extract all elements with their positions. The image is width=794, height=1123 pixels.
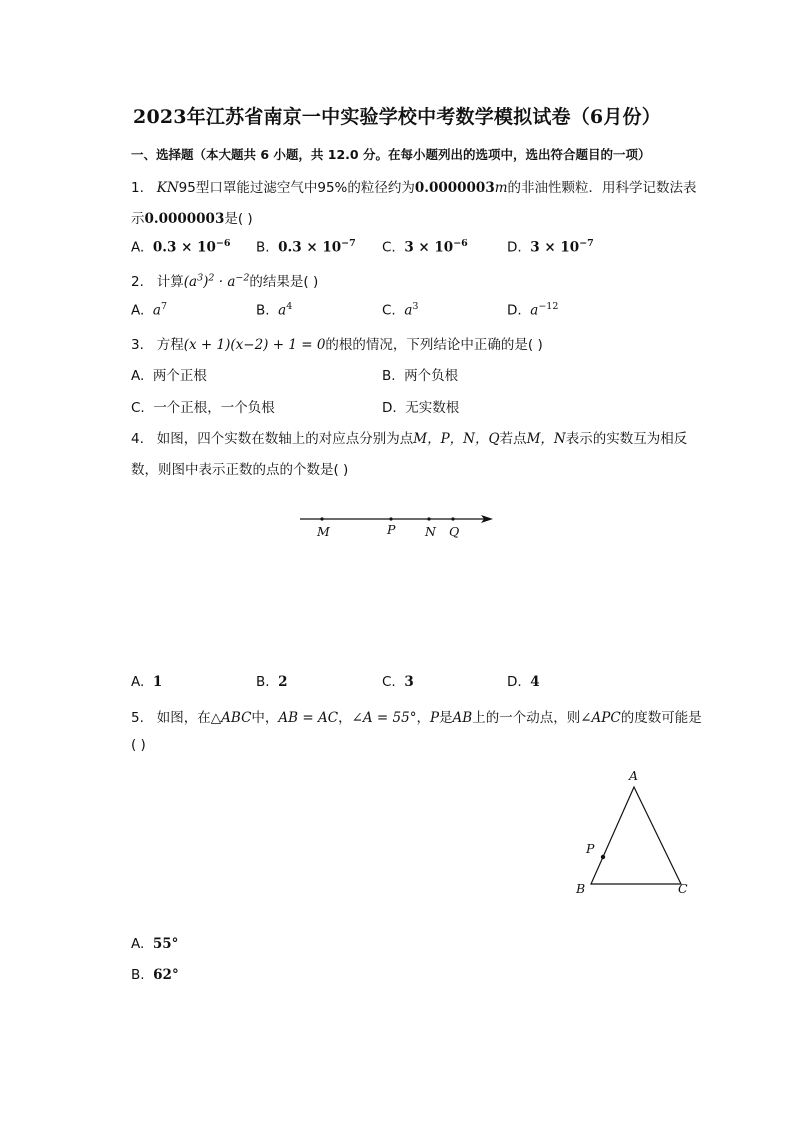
option-d[interactable] xyxy=(382,396,459,416)
math-points: M，P，N，Q xyxy=(413,431,500,447)
option-d[interactable] xyxy=(507,238,594,256)
math-condition: AB = AC xyxy=(278,710,339,726)
question-1-line-1 xyxy=(131,176,697,196)
math-points: M，N xyxy=(526,431,566,447)
option-value: 0.3 × 10 xyxy=(152,239,216,256)
math-kn: KN xyxy=(156,180,179,196)
option-label: B. xyxy=(131,967,145,983)
math-expression xyxy=(184,274,250,290)
question-1-line-2 xyxy=(131,207,253,227)
option-text: 2 xyxy=(278,674,288,690)
option-c[interactable] xyxy=(382,674,414,690)
question-number: 2. xyxy=(131,274,144,290)
option-exponent: −7 xyxy=(579,238,594,249)
number-line-figure xyxy=(295,505,500,545)
question-text: 表示的实数互为相反 xyxy=(565,431,688,447)
option-c[interactable] xyxy=(382,301,418,319)
option-value: a xyxy=(404,302,413,319)
option-exponent: −7 xyxy=(341,238,356,249)
question-text: 是( ) xyxy=(224,211,253,227)
option-d[interactable] xyxy=(507,674,540,690)
question-3-line-1 xyxy=(131,333,543,353)
option-exponent: −12 xyxy=(538,301,559,312)
page-title: 2023年江苏省南京一中实验学校中考数学模拟试卷（6月份） xyxy=(133,106,661,128)
math-segment: AB xyxy=(452,710,473,726)
option-label: D. xyxy=(507,674,522,690)
option-text: 两个正根 xyxy=(152,368,207,384)
label-a: A xyxy=(629,768,639,783)
question-text: ， xyxy=(338,710,352,726)
section-heading: 一、选择题（本大题共 6 小题，共 12.0 分。在每小题列出的选项中，选出符合题目的一项） xyxy=(131,147,651,162)
option-label: C. xyxy=(131,400,145,416)
label-c: C xyxy=(678,881,688,896)
option-exponent: −6 xyxy=(453,238,468,249)
math-equation: (x + 1)(x−2) + 1 = 0 xyxy=(183,337,326,353)
math-value: 0.0000003 xyxy=(414,180,495,196)
option-text: 1 xyxy=(152,674,163,690)
point-p xyxy=(389,517,392,520)
option-label: C. xyxy=(382,674,396,690)
option-value: a xyxy=(530,302,539,319)
question-text: 95型口罩能过滤空气中95%的粒径约为 xyxy=(178,180,415,196)
option-label: B. xyxy=(256,239,270,256)
question-text: 的结果是( ) xyxy=(249,274,319,290)
label-m: M xyxy=(317,524,330,539)
option-exponent: 7 xyxy=(160,301,167,312)
option-text: 一个正根，一个负根 xyxy=(153,400,275,416)
question-text: 方程 xyxy=(156,337,184,353)
option-label: A. xyxy=(131,674,145,690)
label-q: Q xyxy=(449,524,460,539)
option-a[interactable] xyxy=(131,364,207,384)
question-text: 中， xyxy=(251,710,279,726)
option-a[interactable] xyxy=(131,301,167,319)
question-number: 3. xyxy=(131,337,144,353)
question-4-line-1 xyxy=(131,427,687,447)
option-b[interactable] xyxy=(256,674,288,690)
option-c[interactable] xyxy=(382,238,468,256)
expr-part: ) xyxy=(203,274,209,290)
option-label: B. xyxy=(256,674,270,690)
point-q xyxy=(451,517,454,520)
question-number: 4. xyxy=(131,431,144,447)
triangle-abc xyxy=(591,787,681,884)
label-b: B xyxy=(576,881,586,896)
option-b[interactable] xyxy=(256,238,356,256)
option-label: A. xyxy=(131,239,145,256)
option-b[interactable] xyxy=(382,364,458,384)
option-value: a xyxy=(278,302,287,319)
math-angle: ∠APC xyxy=(580,710,621,726)
option-a[interactable] xyxy=(131,674,162,690)
option-d[interactable] xyxy=(507,301,558,319)
option-exponent: 4 xyxy=(286,301,293,312)
expr-exponent: 3 xyxy=(197,272,204,284)
point-p xyxy=(601,855,605,859)
option-label: C. xyxy=(382,239,396,256)
question-text: 是 xyxy=(439,710,453,726)
option-text: 无实数根 xyxy=(405,400,460,416)
point-m xyxy=(320,517,323,520)
question-text: 的非油性颗粒．用科学记数法表 xyxy=(507,180,697,196)
expr-exponent: 2 xyxy=(208,272,215,284)
triangle-figure xyxy=(570,765,695,900)
option-text: 55° xyxy=(152,936,179,952)
question-text: 的根的情况，下列结论中正确的是( ) xyxy=(325,337,543,353)
option-label: A. xyxy=(131,936,145,952)
option-text: 两个负根 xyxy=(404,368,459,384)
question-2-line-1 xyxy=(131,270,318,290)
option-exponent: −6 xyxy=(215,238,231,249)
option-value: a xyxy=(152,302,161,319)
question-text: 数，则图中表示正数的点的个数是( ) xyxy=(131,462,349,478)
question-number: 5. xyxy=(131,710,144,726)
question-text: 上的一个动点，则 xyxy=(472,710,581,726)
question-4-line-2 xyxy=(131,458,348,478)
option-text: 62° xyxy=(153,967,179,983)
question-text: ( ) xyxy=(131,737,146,753)
option-label: B. xyxy=(382,368,396,384)
option-label: A. xyxy=(131,368,145,384)
option-text: 3 xyxy=(404,674,414,690)
expr-part: · a xyxy=(214,274,236,290)
label-p: P xyxy=(586,841,595,856)
question-5-line-2 xyxy=(131,737,146,753)
question-text: 计算 xyxy=(156,274,184,290)
option-a[interactable] xyxy=(131,238,230,256)
expr-part: (a xyxy=(183,274,198,290)
question-text: 的度数可能是 xyxy=(620,710,702,726)
expr-exponent: −2 xyxy=(235,272,250,284)
label-n: N xyxy=(425,524,436,539)
point-n xyxy=(427,517,430,520)
math-triangle: △ABC xyxy=(210,710,252,726)
math-value: 0.0000003 xyxy=(144,211,225,227)
option-label: D. xyxy=(507,239,522,256)
question-text: 示 xyxy=(131,211,145,227)
question-text: 若点 xyxy=(499,431,527,447)
option-value: 3 × 10 xyxy=(530,239,580,256)
option-label: D. xyxy=(382,400,397,416)
option-text: 4 xyxy=(530,674,540,690)
option-c[interactable] xyxy=(131,396,275,416)
option-value: 0.3 × 10 xyxy=(278,239,342,256)
label-p: P xyxy=(387,522,396,537)
option-label: D. xyxy=(507,302,522,319)
option-value: 3 × 10 xyxy=(404,239,454,256)
option-b[interactable] xyxy=(256,301,292,319)
question-number: 1. xyxy=(131,180,144,196)
option-label: B. xyxy=(256,302,270,319)
option-b[interactable] xyxy=(131,967,179,983)
math-condition: ∠A = 55° xyxy=(351,710,417,726)
option-exponent: 3 xyxy=(412,301,419,312)
question-text: 如图，四个实数在数轴上的对应点分别为点 xyxy=(156,431,414,447)
option-label: A. xyxy=(131,302,145,319)
math-unit: m xyxy=(494,180,508,196)
question-text: ， xyxy=(416,710,430,726)
question-5-line-1 xyxy=(131,706,702,726)
option-a[interactable] xyxy=(131,936,178,952)
math-point: P xyxy=(429,710,440,726)
question-text: 如图，在 xyxy=(156,710,211,726)
option-label: C. xyxy=(382,302,396,319)
